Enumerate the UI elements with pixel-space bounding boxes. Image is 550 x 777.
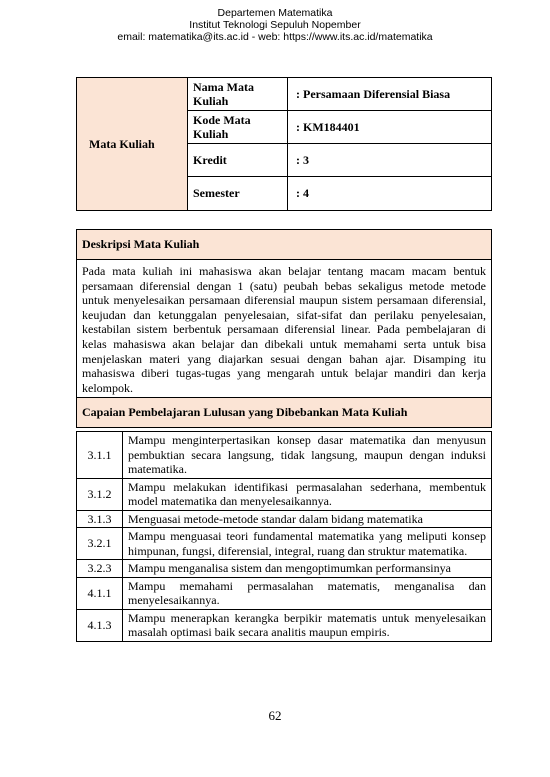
outcome-text: Mampu menguasai teori fundamental matematika yang meliputi konsep himpunan, fungsi, diferensial, integral, ruang dan struktur matematika. [123, 528, 492, 560]
outcome-text: Mampu menginterpertasikan konsep dasar matematika dan menyusun pembuktian secara langsung, tidak langsung, maupun dengan induksi matematika. [123, 432, 492, 479]
course-code-label: Kode Mata Kuliah [188, 111, 288, 144]
outcome-code: 4.1.3 [77, 609, 123, 641]
description-table [76, 229, 492, 428]
table-row [77, 510, 492, 528]
department-name: Departemen Matematika [217, 7, 333, 19]
table-row [77, 577, 492, 609]
credit-value: : 3 [288, 144, 492, 177]
institute-name: Institut Teknologi Sepuluh Nopember [189, 19, 361, 31]
learning-outcomes-heading: Capaian Pembelajaran Lulusan yang Dibebankan Mata Kuliah [77, 398, 492, 428]
outcome-text: Mampu menganalisa sistem dan mengoptimumkan performansinya [123, 560, 492, 578]
description-heading: Deskripsi Mata Kuliah [77, 230, 492, 260]
outcome-code: 3.1.1 [77, 432, 123, 479]
outcome-code: 3.1.3 [77, 510, 123, 528]
credit-label: Kredit [188, 144, 288, 177]
course-info-table [76, 77, 492, 211]
description-text: Pada mata kuliah ini mahasiswa akan belajar tentang macam macam bentuk persamaan diferensial dengan 1 (satu) peubah bebas sekaligus metode metode untuk menyelesaikan persamaan diferensial maupun sistem persamaan diferensial, keujudan dan ketunggalan penyelesaian, sifat-sifat dan perilaku penyelesaian, kestabilan sistem berbentuk persamaan diferensial linear. Pada pembelajaran di kelas mahasiswa akan belajar dan dibekali untuk memahami serta untuk bisa menjelaskan materi yang diajarkan sesuai dengan bahan ajar. Disamping itu mahasiswa diberi tugas-tugas yang mengarah untuk belajar mandiri dan kerja kelompok. [77, 260, 492, 398]
outcome-text: Mampu melakukan identifikasi permasalahan sederhana, membentuk model matematika dan menyelesaikannya. [123, 478, 492, 510]
outcome-code: 4.1.1 [77, 577, 123, 609]
page-number: 62 [268, 708, 282, 723]
outcome-code: 3.1.2 [77, 478, 123, 510]
table-row [77, 609, 492, 641]
table-row [77, 528, 492, 560]
learning-outcomes-table [76, 431, 492, 642]
contact-line: email: matematika@its.ac.id - web: https://www.its.ac.id/matematika [117, 31, 433, 43]
course-code-value: : KM184401 [288, 111, 492, 144]
outcome-text: Mampu menerapkan kerangka berpikir matematis untuk menyelesaikan masalah optimasi baik secara analitis maupun empiris. [123, 609, 492, 641]
course-name-label: Nama Mata Kuliah [188, 78, 288, 111]
course-section-label: Mata Kuliah [77, 78, 188, 211]
table-row [77, 478, 492, 510]
outcome-text: Menguasai metode-metode standar dalam bidang matematika [123, 510, 492, 528]
semester-label: Semester [188, 177, 288, 211]
table-row [77, 432, 492, 479]
outcome-code: 3.2.3 [77, 560, 123, 578]
outcome-code: 3.2.1 [77, 528, 123, 560]
outcome-text: Mampu memahami permasalahan matematis, menganalisa dan menyelesaikannya. [123, 577, 492, 609]
semester-value: : 4 [288, 177, 492, 211]
course-name-value: : Persamaan Diferensial Biasa [288, 78, 492, 111]
table-row [77, 560, 492, 578]
